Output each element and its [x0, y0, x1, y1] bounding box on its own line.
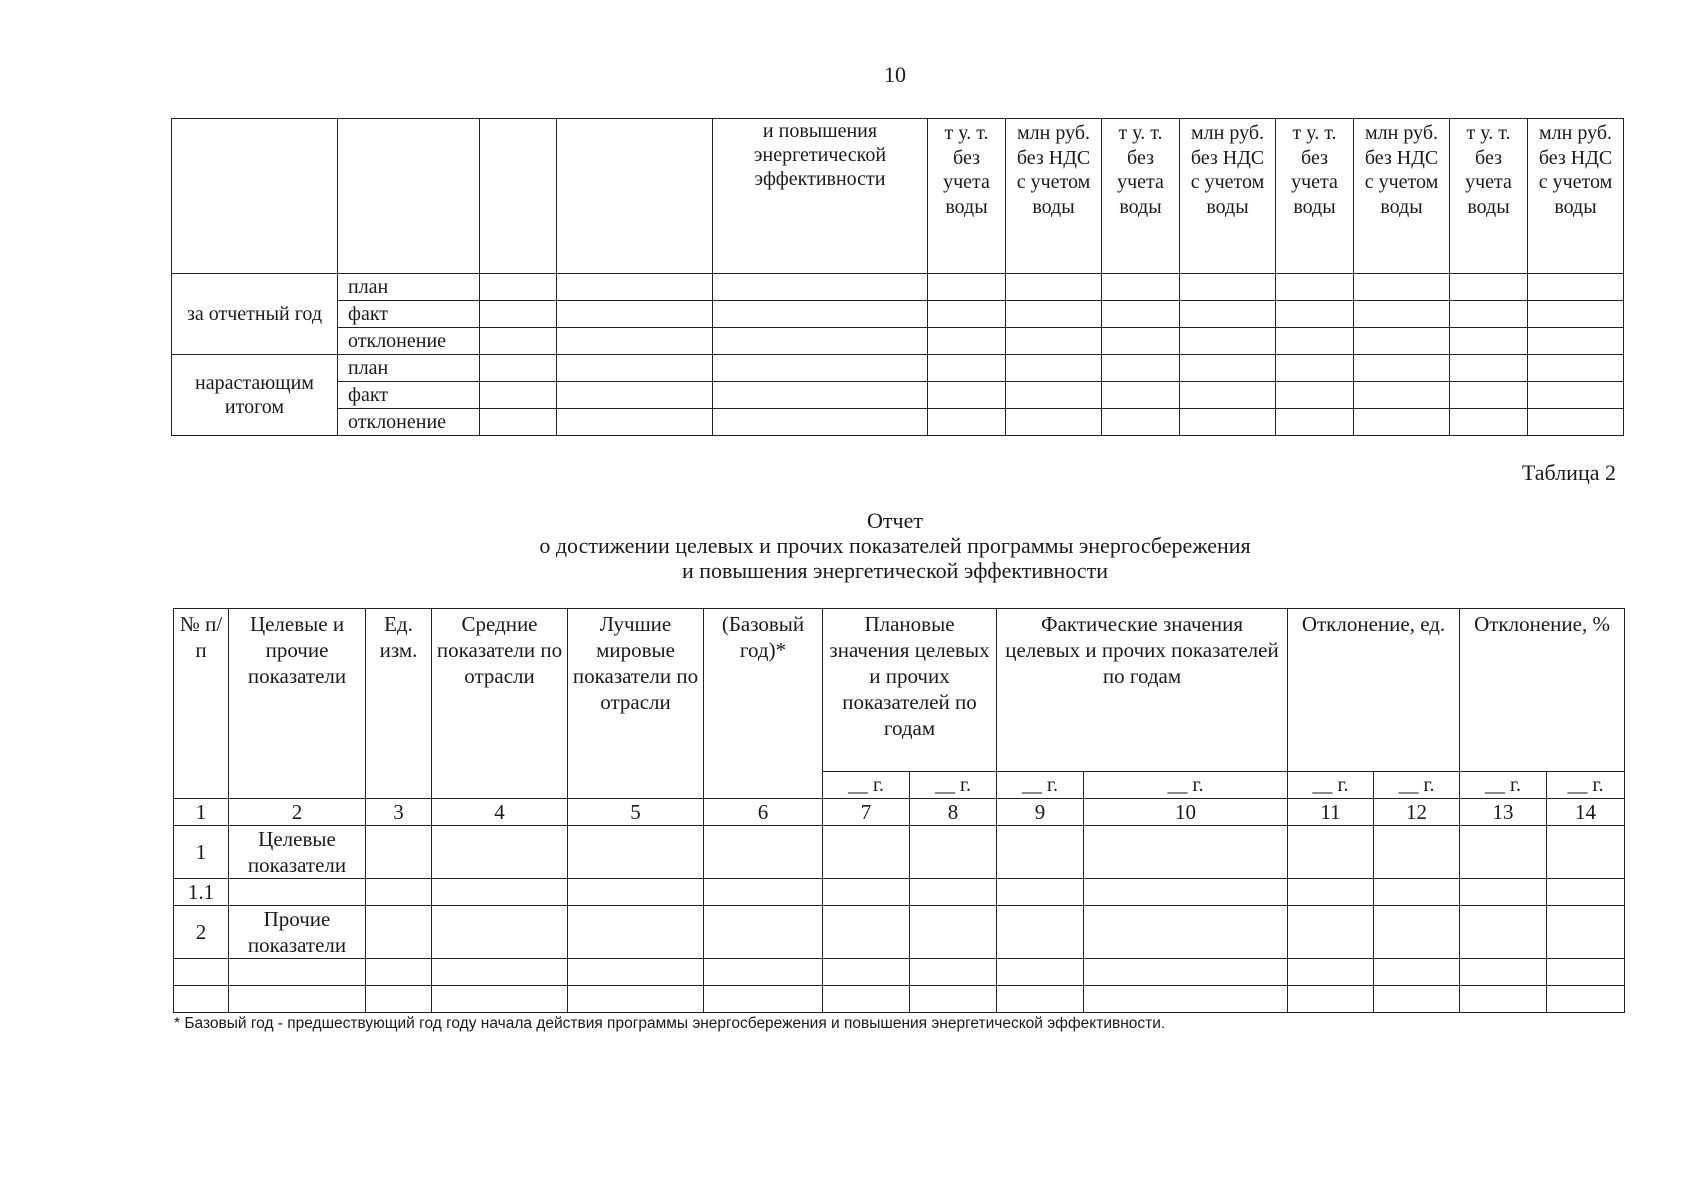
header-deviation-units: Отклонение, ед. [1288, 609, 1460, 772]
table1-header-text: и повышения энергетической эффективности [713, 119, 928, 274]
header-indicators: Целевые и прочие показатели [229, 609, 366, 799]
column-number-row [174, 799, 1625, 826]
footnote: * Базовый год - предшествующий год году начала действия программы энергосбережения и повышения энергетической эффективности. [174, 1015, 1166, 1032]
page-number: 10 [884, 62, 906, 87]
row-label-fact: факт [338, 382, 480, 409]
header-base-year: (Базовый год)* [704, 609, 823, 799]
row-number: 1 [174, 826, 229, 879]
row-number [174, 986, 229, 1013]
table-caption: Таблица 2 [1521, 460, 1616, 485]
report-title-line: Отчет [867, 508, 923, 533]
row-label-deviation: отклонение [338, 328, 480, 355]
report-title-line: и повышения энергетической эффективности [681, 558, 1109, 583]
table1-unit-cell: млн руб. без НДС с учетом воды [1354, 119, 1450, 274]
table-row [172, 355, 1624, 382]
row-name [229, 959, 366, 986]
table1-header-cell [557, 119, 713, 274]
header-unit: Ед. изм. [366, 609, 432, 799]
column-number: 2 [229, 799, 366, 826]
row-name: Прочие показатели [229, 906, 366, 959]
header-world-best: Лучшие мировые показатели по отрасли [568, 609, 704, 799]
table1-unit-cell: млн руб. без НДС с учетом воды [1528, 119, 1624, 274]
table-row [172, 274, 1624, 301]
table2-header-row [174, 609, 1625, 772]
table-row [172, 409, 1624, 436]
table-row [172, 382, 1624, 409]
header-industry-average: Средние показатели по отрасли [432, 609, 568, 799]
table-row [174, 986, 1625, 1013]
table1-unit-cell: млн руб. без НДС с учетом воды [1006, 119, 1102, 274]
row-label-plan: план [338, 274, 480, 301]
header-actual-values: Фактические значения целевых и прочих показателей по годам [997, 609, 1288, 772]
row-label-plan: план [338, 355, 480, 382]
column-number: 4 [432, 799, 568, 826]
table1-unit-cell: т у. т. без учета воды [1102, 119, 1180, 274]
header-planned-values: Плановые значения целевых и прочих показателей по годам [823, 609, 997, 772]
report-title-line: о достижении целевых и прочих показателей программы энергосбережения [539, 533, 1251, 558]
column-number: 14 [1547, 799, 1625, 826]
year-cell: __ г. [1084, 772, 1288, 799]
column-number: 7 [823, 799, 910, 826]
column-number: 10 [1084, 799, 1288, 826]
year-cell: __ г. [997, 772, 1084, 799]
row-label-fact: факт [338, 301, 480, 328]
column-number: 1 [174, 799, 229, 826]
header-deviation-percent: Отклонение, % [1460, 609, 1625, 772]
column-number: 12 [1374, 799, 1460, 826]
group-label-cumulative: нарастающим итогом [172, 355, 338, 436]
year-cell: __ г. [910, 772, 997, 799]
column-number: 8 [910, 799, 997, 826]
energy-indicators-table-continuation [171, 118, 1624, 436]
table1-unit-cell: млн руб. без НДС с учетом воды [1180, 119, 1276, 274]
row-name [229, 986, 366, 1013]
row-name [229, 879, 366, 906]
column-number: 9 [997, 799, 1084, 826]
table1-header-row [172, 119, 1624, 274]
table1-unit-cell: т у. т. без учета воды [1450, 119, 1528, 274]
column-number: 5 [568, 799, 704, 826]
year-cell: __ г. [1460, 772, 1547, 799]
table-row [172, 328, 1624, 355]
group-label-reporting-year: за отчетный год [172, 274, 338, 355]
target-indicators-report-table [173, 608, 1625, 1013]
table1-unit-cell: т у. т. без учета воды [1276, 119, 1354, 274]
header-num: № п/п [174, 609, 229, 799]
table-row [174, 826, 1625, 879]
column-number: 3 [366, 799, 432, 826]
row-number: 2 [174, 906, 229, 959]
year-cell: __ г. [1547, 772, 1625, 799]
year-cell: __ г. [823, 772, 910, 799]
table1-header-cell [338, 119, 480, 274]
column-number: 11 [1288, 799, 1374, 826]
row-name: Целевые показатели [229, 826, 366, 879]
column-number: 6 [704, 799, 823, 826]
row-label-deviation: отклонение [338, 409, 480, 436]
report-title [0, 508, 1696, 583]
column-number: 13 [1460, 799, 1547, 826]
table-row [174, 906, 1625, 959]
table1-header-cell [480, 119, 557, 274]
table1-unit-cell: т у. т. без учета воды [928, 119, 1006, 274]
row-number: 1.1 [174, 879, 229, 906]
table-row [174, 879, 1625, 906]
table-row [172, 301, 1624, 328]
year-cell: __ г. [1374, 772, 1460, 799]
row-number [174, 959, 229, 986]
year-cell: __ г. [1288, 772, 1374, 799]
table1-header-cell [172, 119, 338, 274]
table-row [174, 959, 1625, 986]
